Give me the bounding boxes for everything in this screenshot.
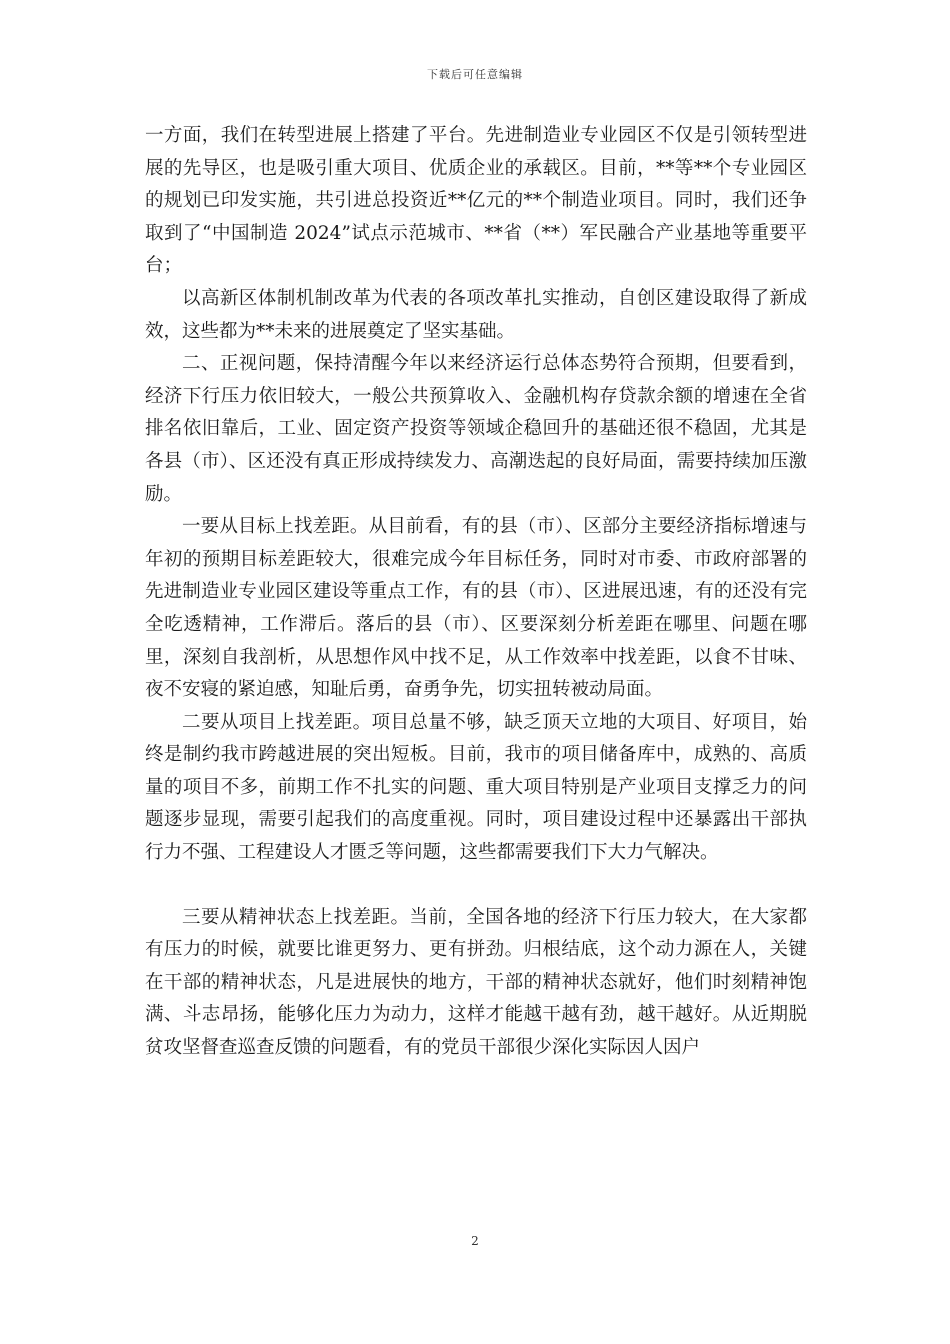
paragraph-2: 以高新区体制机制改革为代表的各项改革扎实推动，自创区建设取得了新成效，这些都为**未来的进展奠定了坚实基础。 bbox=[145, 287, 807, 342]
paragraph-3: 二、正视问题，保持清醒今年以来经济运行总体态势符合预期，但要看到，经济下行压力依旧较大，一般公共预算收入、金融机构存贷款余额的增速在全省排名依旧靠后，工业、固定资产投资等领域企稳回升的基础还很不稳固，尤其是各县（市）、区还没有真正形成持续发力、高潮迭起的良好局面，需要持续加压激励。 bbox=[145, 353, 807, 505]
page-number: 2 bbox=[471, 1234, 479, 1248]
page-header: 下载后可任意编辑 bbox=[427, 68, 523, 81]
document-body bbox=[145, 120, 807, 1065]
paragraph-5: 二要从项目上找差距。项目总量不够，缺乏顶天立地的大项目、好项目，始终是制约我市跨越进展的突出短板。目前，我市的项目储备库中，成熟的、高质量的项目不多，前期工作不扎实的问题、重大项目特别是产业项目支撑乏力的问题逐步显现，需要引起我们的高度重视。同时，项目建设过程中还暴露出干部执行力不强、工程建设人才匮乏等问题，这些都需要我们下大力气解决。 bbox=[145, 711, 807, 864]
paragraph-1: 一方面，我们在转型进展上搭建了平台。先进制造业专业园区不仅是引领转型进展的先导区，也是吸引重大项目、优质企业的承载区。目前，**等**个专业园区的规划已印发实施，共引进总投资近**亿元的**个制造业项目。同时，我们还争取到了“中国制造 2024”试点示范城市、**省（**）军民融合产业基地等重要平台； bbox=[145, 125, 807, 277]
paragraph-6: 三要从精神状态上找差距。当前，全国各地的经济下行压力较大，在大家都有压力的时候，就要比谁更努力、更有拼劲。归根结底，这个动力源在人，关键在干部的精神状态，凡是进展快的地方，干部的精神状态就好，他们时刻精神饱满、斗志昂扬，能够化压力为动力，这样才能越干越有劲，越干越好。从近期脱贫攻坚督查巡查反馈的问题看，有的党员干部很少深化实际因人因户 bbox=[145, 906, 807, 1059]
paragraph-4: 一要从目标上找差距。从目前看，有的县（市）、区部分主要经济指标增速与年初的预期目标差距较大，很难完成今年目标任务，同时对市委、市政府部署的先进制造业专业园区建设等重点工作，有的县（市）、区进展迅速，有的还没有完全吃透精神，工作滞后。落后的县（市）、区要深刻分析差距在哪里、问题在哪里，深刻自我剖析，从思想作风中找不足，从工作效率中找差距，以食不甘味、夜不安寝的紧迫感，知耻后勇，奋勇争先，切实扭转被动局面。 bbox=[145, 516, 807, 701]
